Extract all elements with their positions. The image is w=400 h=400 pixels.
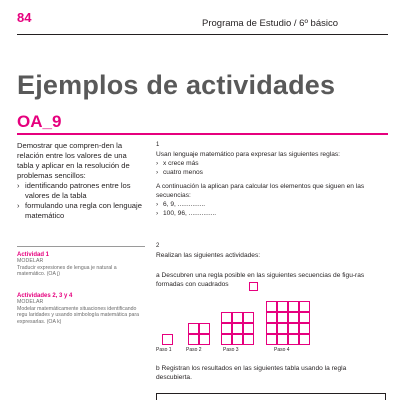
page-title: Ejemplos de actividades: [17, 70, 336, 100]
figure-step-1: [162, 334, 173, 345]
activity-description: Modelar matemáticamente situaciones identificando regu laridades y usando simbología matemática para expresarlas. (OA k): [17, 305, 139, 325]
step-label: Paso 4: [274, 347, 290, 353]
step-label: Paso 3: [223, 347, 239, 353]
activity-2-block: [17, 293, 145, 325]
activity-skill: MODELAR: [17, 299, 44, 305]
activity-label: Actividad 1: [17, 252, 50, 258]
activity-description: Traducir expresiones de lengua je natural a matemático. (OA j): [17, 264, 117, 278]
objective-box: [17, 141, 145, 221]
objective-code: OA_9: [17, 112, 62, 131]
figure-step-4: [266, 301, 310, 345]
rule-item: › x crece más: [156, 159, 386, 168]
figure-step-2: [188, 323, 210, 345]
step-figures: [156, 300, 386, 360]
part-a-text: Descubren una regla posible en las siguientes secuencias de figu-ras formadas con cuadrados: [156, 272, 365, 288]
objective-list: [17, 181, 145, 221]
objective-lead: Demostrar que compren-den la relación entre los valores de una tabla y aplicar en la resolución de problemas sencillos:: [17, 141, 130, 180]
section-divider: [17, 133, 388, 135]
reference-square: [249, 282, 258, 291]
header-divider: [17, 34, 388, 35]
part-a: [156, 271, 381, 289]
exercise-number: 1: [156, 142, 160, 148]
part-marker: a: [156, 272, 160, 279]
program-header: Programa de Estudio / 6º básico: [202, 18, 339, 29]
objective-item: › identificando patrones entre los valores de la tabla: [17, 181, 145, 201]
step-label: Paso 1: [156, 347, 172, 353]
exercise-intro: Realizan las siguientes actividades:: [156, 252, 261, 259]
part-marker: b: [156, 365, 160, 372]
part-b: [156, 364, 356, 382]
sequence-item: › 100, 96, ...............: [156, 209, 386, 218]
figure-step-3: [221, 312, 254, 345]
exercise-intro: Usan lenguaje matemático para expresar las siguientes reglas:: [156, 151, 340, 158]
step-label: Paso 2: [186, 347, 202, 353]
sidebar-divider: [17, 246, 145, 247]
objective-item: › formulando una regla con lenguaje matemático: [17, 201, 145, 221]
sequence-item: › 6, 9, ...............: [156, 200, 386, 209]
results-table: [156, 393, 386, 400]
sequence-list: [156, 200, 386, 218]
rules-list: [156, 159, 386, 177]
part-b-text: Registran los resultados en las siguientes tabla usando la regla descubierta.: [156, 365, 347, 381]
activity-skill: MODELAR: [17, 258, 44, 264]
activity-1-block: [17, 252, 145, 278]
rule-item: › cuatro menos: [156, 168, 386, 177]
exercise-2: [156, 242, 386, 260]
exercise-1: [156, 141, 386, 218]
exercise-apply-text: A continuación la aplican para calcular los elementos que siguen en las secuencias:: [156, 183, 365, 199]
exercise-number: 2: [156, 243, 160, 249]
activity-label: Actividades 2, 3 y 4: [17, 293, 73, 299]
page-number: 84: [17, 10, 32, 25]
